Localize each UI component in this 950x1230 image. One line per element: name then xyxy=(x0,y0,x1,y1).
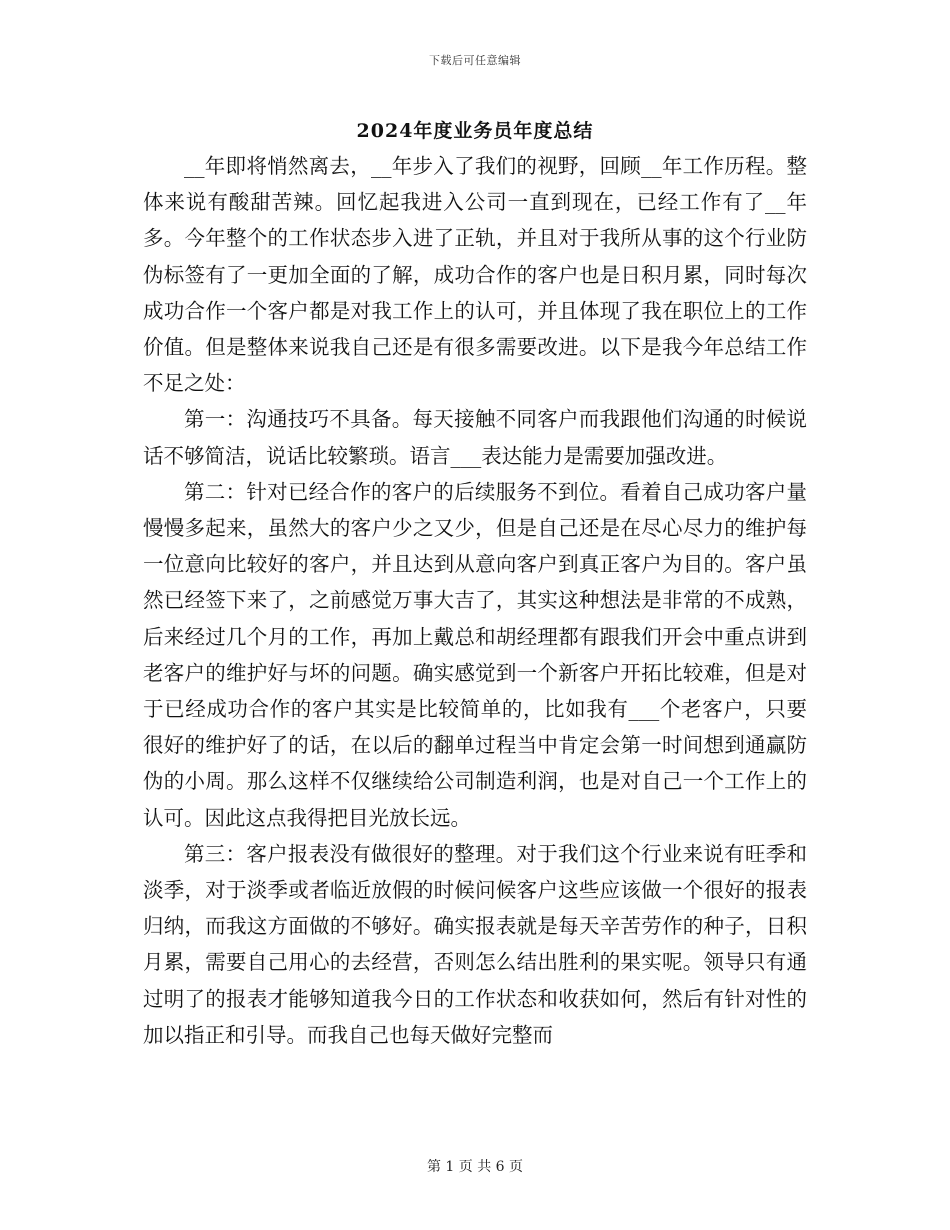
paragraph-point-one: 第一：沟通技巧不具备。每天接触不同客户而我跟他们沟通的时候说话不够简洁，说话比较繁琐。语言___表达能力是需要加强改进。 xyxy=(143,407,807,468)
paragraph-point-three: 第三：客户报表没有做很好的整理。对于我们这个行业来说有旺季和淡季，对于淡季或者临近放假的时候问候客户这些应该做一个很好的报表归纳，而我这方面做的不够好。确实报表就是每天辛苦劳作的种子，日积月累，需要自己用心的去经营，否则怎么结出胜利的果实呢。领导只有通过明了的报表才能够知道我今日的工作状态和收获如何，然后有针对性的加以指正和引导。而我自己也每天做好完整而 xyxy=(143,841,807,1047)
page-header-note: 下载后可任意编辑 xyxy=(429,54,521,67)
page-number: 第 1 页 共 6 页 xyxy=(426,1159,524,1175)
document-title: 2024年度业务员年度总结 xyxy=(356,120,594,142)
paragraph-intro: __年即将悄然离去，__年步入了我们的视野，回顾__年工作历程。整体来说有酸甜苦辣。回忆起我进入公司一直到现在，已经工作有了__年多。今年整个的工作状态步入进了正轨，并且对于我所从事的这个行业防伪标签有了一更加全面的了解，成功合作的客户也是日积月累，同时每次成功合作一个客户都是对我工作上的认可，并且体现了我在职位上的工作价值。但是整体来说我自己还是有很多需要改进。以下是我今年总结工作不足之处： xyxy=(143,154,807,396)
document-body xyxy=(143,148,807,1053)
paragraph-point-two: 第二：针对已经合作的客户的后续服务不到位。看着自己成功客户量慢慢多起来，虽然大的客户少之又少，但是自己还是在尽心尽力的维护每一位意向比较好的客户，并且达到从意向客户到真正客户为目的。客户虽然已经签下来了，之前感觉万事大吉了，其实这种想法是非常的不成熟，后来经过几个月的工作，再加上戴总和胡经理都有跟我们开会中重点讲到老客户的维护好与坏的问题。确实感觉到一个新客户开拓比较难，但是对于已经成功合作的客户其实是比较简单的，比如我有___个老客户，只要很好的维护好了的话，在以后的翻单过程当中肯定会第一时间想到通赢防伪的小周。那么这样不仅继续给公司制造利润，也是对自己一个工作上的认可。因此这点我得把目光放长远。 xyxy=(143,479,807,830)
